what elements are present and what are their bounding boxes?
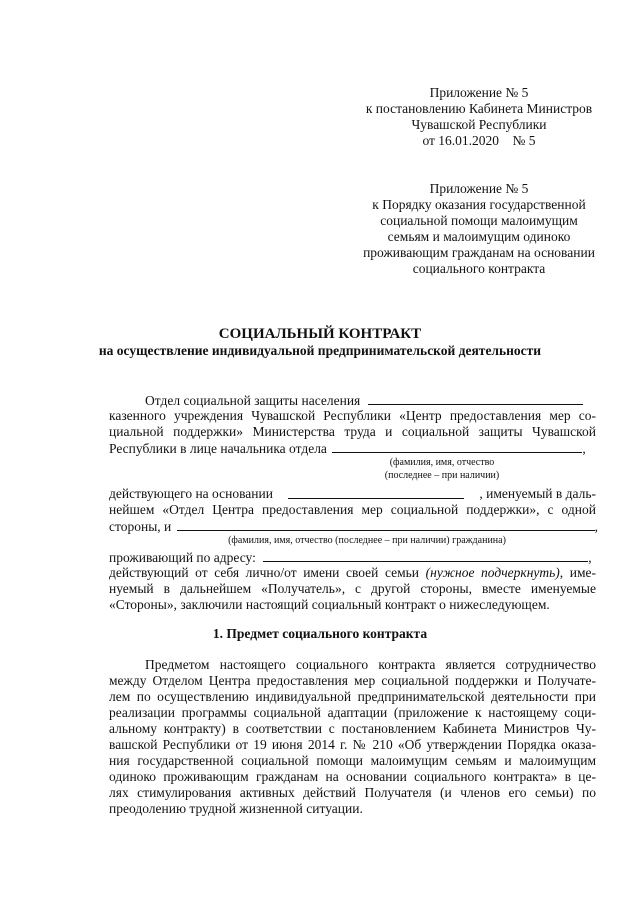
department-name-field[interactable] — [368, 392, 583, 405]
preamble — [109, 392, 596, 613]
paragraph-line: Предметом настоящего социального контракта является сотрудничество — [145, 657, 596, 672]
italic-note: (нужное подчеркнуть) — [425, 565, 560, 580]
document-subtitle: на осуществление индивидуальной предпринимательской деятельности — [98, 343, 542, 358]
field-hint: (последнее – при наличии) — [384, 470, 500, 481]
annex-procedure — [344, 181, 614, 277]
head-label: Республики в лице начальника отдела — [109, 441, 327, 456]
hint-block — [109, 456, 596, 486]
field-hint: (фамилия, имя, отчество — [389, 457, 495, 468]
basis-label: действующего на основании — [109, 486, 273, 501]
comma: , — [588, 550, 592, 565]
paragraph-line: лях стимулирования активных действий Получателя (и членов его семьи) по — [109, 785, 596, 800]
paragraph-line: реализации программы социальной адаптации (приложение к настоящему соци- — [109, 705, 596, 720]
department-label: Отдел социальной защиты населения — [145, 393, 361, 408]
paragraph-line: альному контракту) в соответствии с постановлением Кабинета Министров Чу- — [109, 721, 596, 736]
preamble-line — [109, 518, 596, 534]
preamble-text: , име- — [559, 565, 596, 580]
address-field[interactable] — [263, 549, 588, 562]
preamble-text: действующий от себя лично/от имени своей семьи — [109, 565, 420, 580]
head-name-field[interactable] — [332, 440, 582, 453]
annex-line: Приложение № 5 — [429, 181, 529, 196]
annex-line: социального контракта — [412, 261, 546, 276]
preamble-line: казенного учреждения Чувашской Республики «Центр предоставления мер со- — [109, 408, 596, 423]
paragraph-line: одиноко проживающим гражданам на основании социального контракта» в це- — [109, 769, 596, 784]
paragraph-line: ния государственной социальной помощи малоимущим семьям и малоимущим — [109, 753, 596, 768]
address-label: проживающий по адресу: — [109, 550, 256, 565]
comma: , — [594, 519, 598, 534]
preamble-line — [109, 486, 596, 502]
annex-line: проживающим гражданам на основании — [363, 245, 595, 260]
paragraph-line: вашской Республики от 19 июня 2014 г. № 210 «Об утверждении Порядка оказа- — [109, 737, 596, 752]
party-label: стороны, и — [109, 519, 172, 534]
hint-block — [109, 534, 596, 549]
annex-resolution — [344, 85, 614, 149]
document-title: СОЦИАЛЬНЫЙ КОНТРАКТ — [218, 326, 422, 342]
comma: , — [582, 441, 586, 456]
preamble-line — [109, 565, 596, 581]
preamble-line: нуемый в дальнейшем «Получатель», с другой стороны, вместе именуемые — [109, 581, 596, 596]
preamble-line: нейшем «Отдел Центра предоставления мер социальной поддержки», с одной — [109, 502, 596, 517]
section-body — [109, 657, 596, 817]
annex-line: социальной помощи малоимущим — [380, 213, 578, 228]
annex-line: от 16.01.2020 № 5 — [422, 133, 536, 148]
preamble-line: «Стороны», заключили настоящий социальный контракт о нижеследующем. — [109, 597, 550, 612]
section-heading: 1. Предмет социального контракта — [212, 626, 428, 641]
field-hint: (фамилия, имя, отчество (последнее – при наличии) гражданина) — [228, 535, 506, 546]
paragraph-line: лем по осуществлению индивидуальной предпринимательской деятельности при — [109, 689, 596, 704]
citizen-name-field[interactable] — [177, 518, 595, 531]
annex-line: Чувашской Республики — [411, 117, 547, 132]
annex-line: Приложение № 5 — [429, 85, 529, 100]
paragraph-line: между Отделом Центра предоставления мер социальной поддержки и Получате- — [109, 673, 596, 688]
preamble-line: циальной поддержки» Министерства труда и социальной защиты Чувашской — [109, 424, 596, 439]
preamble-line — [109, 440, 596, 456]
preamble-line — [109, 549, 596, 565]
preamble-line — [109, 392, 596, 408]
paragraph-line: преодолению трудной жизненной ситуации. — [109, 801, 363, 816]
preamble-text: , именуемый в даль- — [479, 486, 596, 501]
annex-line: к постановлению Кабинета Министров — [365, 101, 593, 116]
annex-line: семьям и малоимущим одиноко — [387, 229, 571, 244]
annex-line: к Порядку оказания государственной — [372, 197, 586, 212]
basis-field[interactable] — [288, 486, 464, 499]
